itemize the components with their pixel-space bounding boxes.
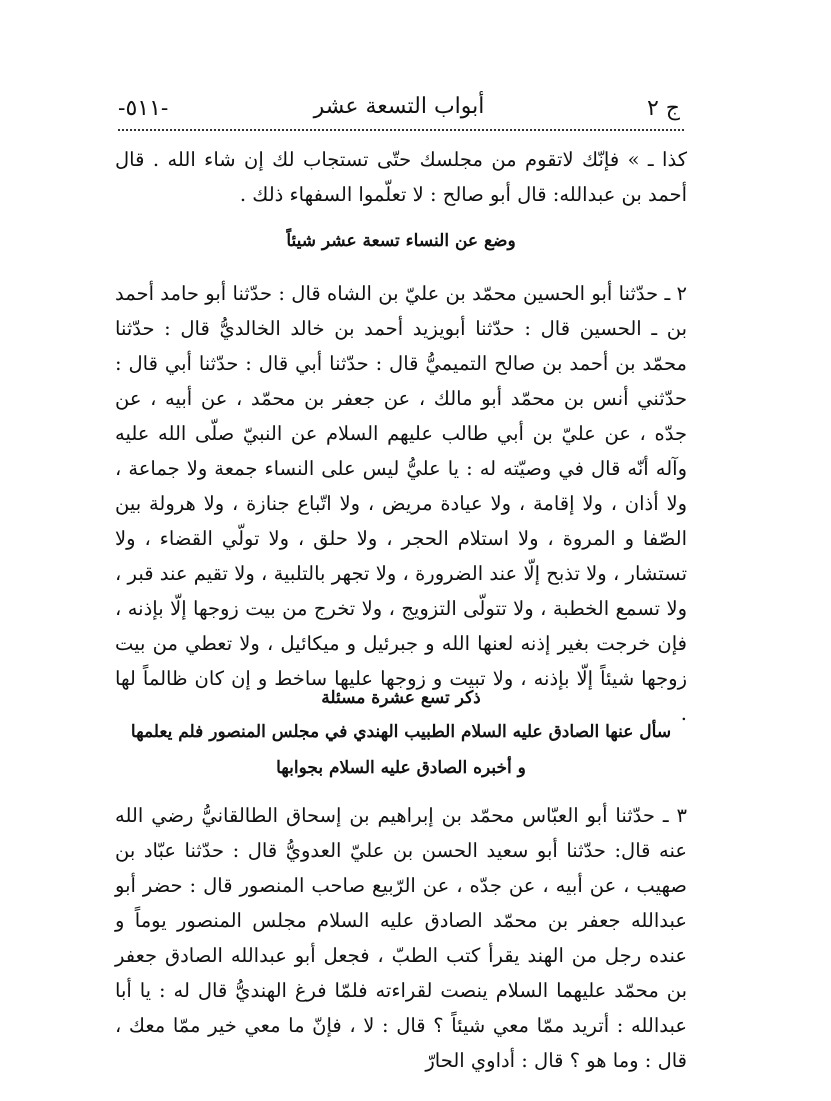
hadith-2-text: ٢ ـ حدّثنا أبو الحسين محمّد بن عليّ بن الشاه قال : حدّثنا أبو حامد أحمد بن ـ الحسين قال : حدّثنا أبويزيد أحمد بن خالد الخالديُّ قال : حدّثنا محمّد بن أحمد بن صالح التميميُّ قال : حدّثنا أبي قال : حدّثنا أبي قال : حدّثني أنس بن محمّد أبو مالك ، عن جعفر بن محمّد ، عن أبيه ، عن جدّه ، عن عليّ بن أبي طالب عليهم السلام عن النبيّ صلّى الله عليه وآله أنّه قال في وصيّته له : يا عليُّ ليس على النساء جمعة ولا جماعة ، ولا أذان ، ولا إقامة ، ولا عيادة مريض ، ولا اتّباع جنازة ، ولا هرولة بين الصّفا و المروة ، ولا استلام الحجر ، ولا حلق ، ولا تولّي القضاء ، ولا تستشار ، ولا تذبح إلّا عند الضرورة ، ولا تجهر بالتلبية ، ولا تقيم عند قبر ، ولا تسمع الخطبة ، ولا تتولّى التزويج ، ولا تخرج من بيت زوجها إلّا بإذنه ، فإن خرجت بغير إذنه لعنها الله و جبرئيل و ميكائيل ، ولا تعطي من بيت زوجها شيئاً إلّا بإذنه ، ولا تبيت و زوجها عليها ساخط و إن كان ظالماً لها . [115,282,687,725]
page-number: -٥١١- [118,96,169,121]
running-title: أبواب التسعة عشر [313,94,485,119]
running-header [118,92,680,132]
section-heading-women: وضع عن النساء تسعة عشر شيئاً [286,231,516,251]
volume-number: ج ٢ [646,96,680,121]
hadith-3-text: ٣ ـ حدّثنا أبو العبّاس محمّد بن إبراهيم بن إسحاق الطالقانيُّ رضي الله عنه قال: حدّثنا أبو سعيد الحسن بن عليّ العدويُّ قال : حدّثنا عبّاد بن صهيب ، عن أبيه ، عن جدّه ، عن الرّبيع صاحب المنصور قال : حضر أبو عبدالله جعفر بن محمّد الصادق عليه السلام مجلس المنصور يوماً و عنده رجل من الهند يقرأ كتب الطبّ ، فجعل أبو عبدالله الصادق جعفر بن محمّد عليهما السلام ينصت لقراءته فلمّا فرغ الهنديُّ قال له : يا أبا عبدالله : أتريد ممّا معي شيئاً ؟ قال : لا ، فإنّ ما معي خير ممّا معك ، قال : وما هو ؟ قال : أداوي الحارّ [115,804,687,1072]
intro-paragraph [115,142,687,212]
header-divider [118,129,684,131]
hadith-3-paragraph [115,798,687,1078]
hadith-2-paragraph [115,276,687,731]
section-subheading-2: و أخبره الصادق عليه السلام بجوابها [276,758,526,778]
section-heading-questions: ذكر تسع عشرة مسئلة [321,688,481,708]
section-subheading-1: سأل عنها الصادق عليه السلام الطبيب الهندي في مجلس المنصور فلم يعلمها [130,722,672,742]
intro-text: كذا ـ » فإنّك لاتقوم من مجلسك حتّى تستجاب لك إن شاء الله . قال أحمد بن عبدالله: قال أبو صالح : لا تعلّموا السفهاء ذلك . [115,148,687,206]
